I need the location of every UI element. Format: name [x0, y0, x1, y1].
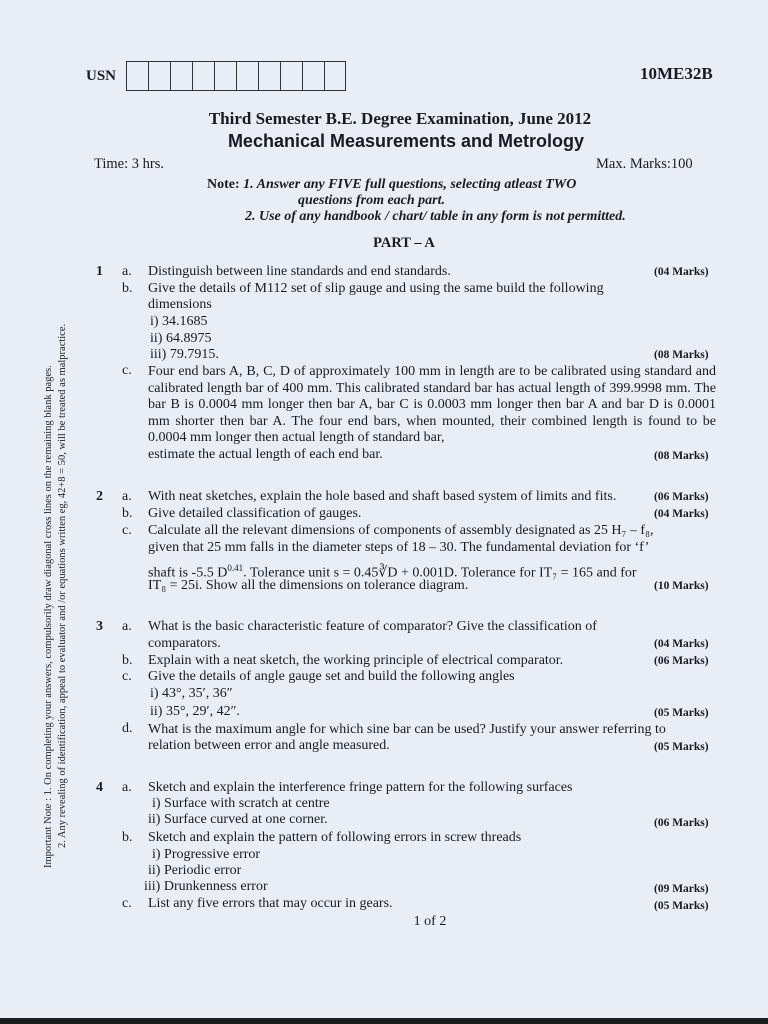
q1b-item-ii: ii) 64.8975: [150, 331, 212, 346]
q3c-marks: (05 Marks): [654, 707, 709, 719]
max-marks: Max. Marks:100: [596, 156, 693, 172]
side-note-line-1: Important Note : 1. On completing your answers, compulsorily draw diagonal cross lines on the remaining blank pages.: [43, 365, 54, 868]
q1b-line-1: Give the details of M112 set of slip gauge and using the same build the following: [148, 281, 604, 296]
page-number: 1 of 2: [413, 914, 447, 929]
note-line-3: 2. Use of any handbook / chart/ table in any form is not permitted.: [245, 209, 626, 224]
q1b-item-iii: iii) 79.7915.: [150, 347, 219, 362]
q4a-label: a.: [122, 780, 132, 795]
q3d-line-1: What is the maximum angle for which sine bar can be used? Justify your answer referring to: [148, 722, 666, 737]
q3b-label: b.: [122, 653, 133, 668]
q4c-text: List any five errors that may occur in gears.: [148, 896, 393, 911]
q3a-line-1: What is the basic characteristic feature of comparator? Give the classification of: [148, 619, 597, 634]
q2b-text: Give detailed classification of gauges.: [148, 506, 362, 521]
exam-title: Third Semester B.E. Degree Examination, June 2012: [208, 109, 592, 128]
part-heading: PART – A: [373, 235, 435, 251]
q2c-line-1: Calculate all the relevant dimensions of components of assembly designated as 25 H₇ – f₈,: [148, 523, 654, 538]
question-number-3: 3: [96, 619, 103, 634]
q2c-label: c.: [122, 523, 132, 538]
q3d-line-2: relation between error and angle measured.: [148, 738, 390, 753]
q1a-text: Distinguish between line standards and end standards.: [148, 264, 451, 279]
question-number-1: 1: [96, 264, 103, 279]
q2c-exponent: 0.41: [227, 563, 244, 573]
q1b-line-2: dimensions: [148, 297, 212, 312]
q3c-item-i: i) 43°, 35′, 36″: [150, 686, 233, 701]
q1b-marks: (08 Marks): [654, 349, 709, 361]
q2c-line-3a: shaft is -5.5 D: [148, 565, 228, 581]
usn-box: [324, 61, 346, 91]
q3b-marks: (06 Marks): [654, 655, 709, 667]
q2c-line-4: IT₈ = 25i. Show all the dimensions on tolerance diagram.: [148, 578, 469, 593]
q4b-marks: (09 Marks): [654, 883, 709, 895]
q4a-marks: (06 Marks): [654, 817, 709, 829]
q3a-marks: (04 Marks): [654, 638, 709, 650]
q1a-marks: (04 Marks): [654, 266, 709, 278]
q1c-label: c.: [122, 363, 132, 378]
q3b-text: Explain with a neat sketch, the working principle of electrical comparator.: [148, 653, 564, 668]
q2b-marks: (04 Marks): [654, 508, 709, 520]
q2a-label: a.: [122, 489, 132, 504]
q4a-item-ii: ii) Surface curved at one corner.: [148, 812, 328, 827]
q4c-label: c.: [122, 896, 132, 911]
note-prefix: Note:: [207, 177, 240, 192]
usn-box: [148, 61, 170, 91]
q3c-label: c.: [122, 669, 132, 684]
subject-code: 10ME32B: [640, 64, 713, 83]
usn-box: [192, 61, 214, 91]
q4b-label: b.: [122, 830, 133, 845]
scan-bottom-edge: [0, 1018, 768, 1024]
q2c-line-2: given that 25 mm falls in the diameter steps of 18 – 30. The fundamental deviation for ‘f’: [148, 540, 650, 555]
q2a-text: With neat sketches, explain the hole based and shaft based system of limits and fits.: [148, 489, 617, 504]
note-line-2: questions from each part.: [298, 193, 446, 208]
q3d-marks: (05 Marks): [654, 741, 709, 753]
usn-box: [258, 61, 280, 91]
q4c-marks: (05 Marks): [654, 900, 709, 912]
side-important-note: [42, 324, 70, 868]
q1c-marks: (08 Marks): [654, 450, 709, 462]
q3d-label: d.: [122, 721, 133, 736]
q1a-label: a.: [122, 264, 132, 279]
usn-label: USN: [86, 68, 117, 84]
question-number-2: 2: [96, 489, 103, 504]
usn-box: [302, 61, 324, 91]
exam-time: Time: 3 hrs.: [94, 156, 164, 172]
usn-box: [126, 61, 148, 91]
usn-boxes: [126, 61, 346, 91]
q3c-item-ii: ii) 35°, 29′, 42″.: [150, 704, 240, 719]
q4b-item-ii: ii) Periodic error: [148, 863, 242, 878]
usn-box: [170, 61, 192, 91]
q4a-item-i: i) Surface with scratch at centre: [152, 796, 330, 811]
q2b-label: b.: [122, 506, 133, 521]
q1c-last-line: estimate the actual length of each end bar.: [148, 447, 383, 462]
q3a-line-2: comparators.: [148, 636, 221, 651]
q3c-text: Give the details of angle gauge set and build the following angles: [148, 669, 515, 684]
q4a-text: Sketch and explain the interference fringe pattern for the following surfaces: [148, 780, 573, 795]
usn-box: [214, 61, 236, 91]
q1b-label: b.: [122, 281, 133, 296]
q4b-item-i: i) Progressive error: [152, 847, 261, 862]
q1b-item-i: i) 34.1685: [150, 314, 208, 329]
q2c-marks: (10 Marks): [654, 580, 709, 592]
question-number-4: 4: [96, 780, 103, 795]
note-text-1: 1. Answer any FIVE full questions, selecting atleast TWO: [243, 177, 577, 192]
q4b-text: Sketch and explain the pattern of following errors in screw threads: [148, 830, 522, 845]
q3a-label: a.: [122, 619, 132, 634]
usn-box: [236, 61, 258, 91]
note-line-1: [207, 177, 576, 193]
q2c-line-3b: . Tolerance unit s = 0.45∛D + 0.001D. Tolerance for IT₇ = 165 and for: [243, 565, 637, 581]
usn-box: [280, 61, 302, 91]
side-note-line-2: 2. Any revealing of identification, appeal to evaluator and /or equations written eg, 42+8 = 50, will be treated as malpractice.: [57, 323, 68, 848]
q2a-marks: (06 Marks): [654, 491, 709, 503]
q4b-item-iii: iii) Drunkenness error: [144, 879, 268, 894]
subject-title: Mechanical Measurements and Metrology: [227, 131, 585, 151]
q1c-text: Four end bars A, B, C, D of approximately 100 mm in length are to be calibrated using standard and calibrated length bar of 400 mm. This calibrated standard bar has actual length of 399.9998 mm. The bar B is 0.0004 mm longer then bar A, bar C is 0.0003 mm longer then bar A and bar D is 0.0001 mm shorter then bar A. The four end bars, when mounted, their combined length is found to be 0.0004 mm longer then actual length of standard bar,: [148, 364, 716, 446]
